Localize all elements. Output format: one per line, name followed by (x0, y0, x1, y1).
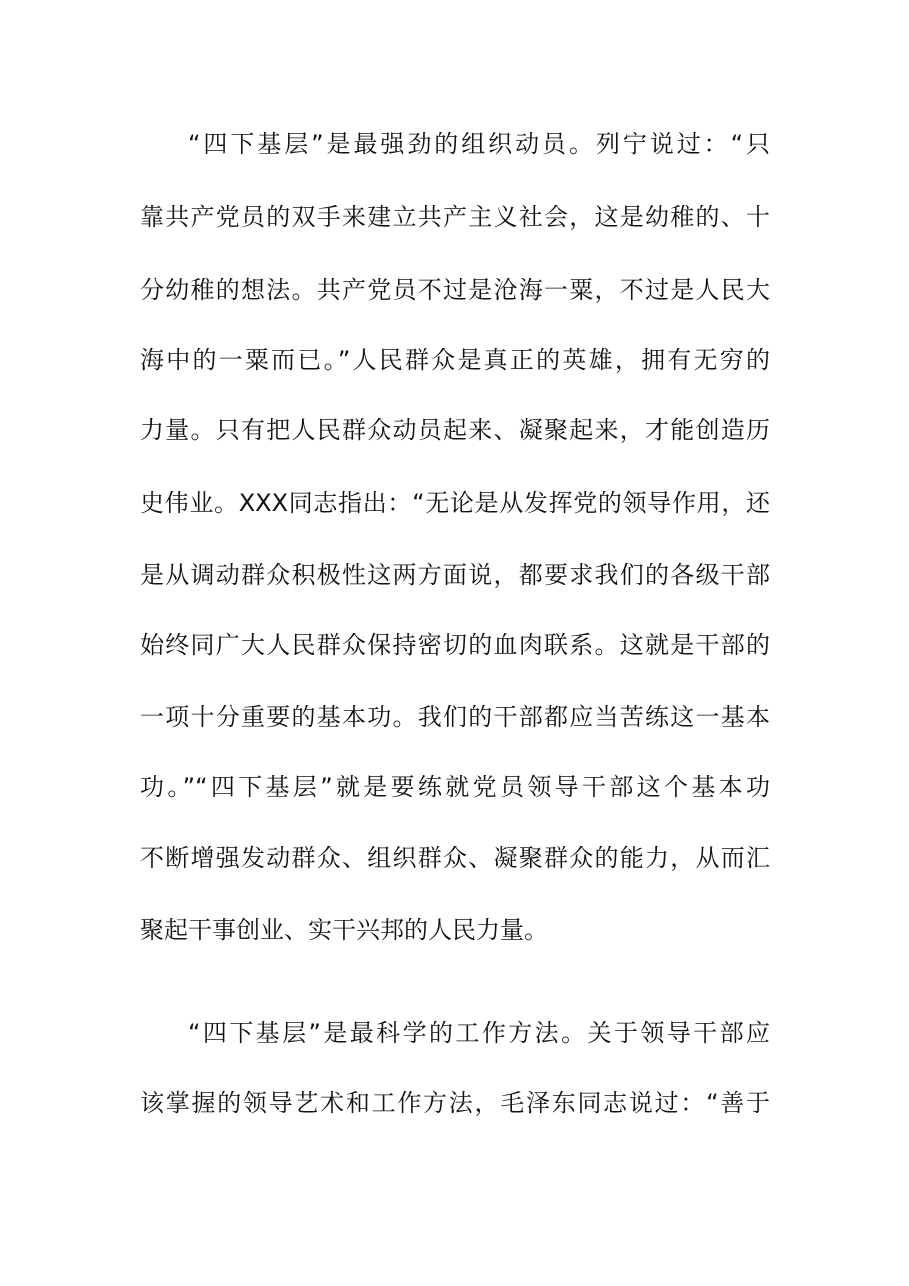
paragraph-1-line-12: 聚起干事创业、实干兴邦的人民力量。 (140, 916, 548, 944)
paragraph-1-line-4: 海中的一粟而已。”人民群众是真正的英雄，拥有无穷的 (140, 346, 770, 374)
paragraph-1-line-5: 力量。只有把人民群众动员起来、凝聚起来，才能创造历 (140, 416, 770, 444)
paragraph-1-line-3: 分幼稚的想法。共产党员不过是沧海一粟，不过是人民大 (140, 276, 770, 304)
paragraph-2-line-1: “四下基层”是最科学的工作方法。关于领导干部应 (188, 1019, 770, 1047)
paragraph-1-line-9: 一项十分重要的基本功。我们的干部都应当苦练这一基本 (140, 703, 770, 731)
paragraph-1-line-10: 功。”“四下基层”就是要练就党员领导干部这个基本功 (140, 773, 770, 801)
paragraph-2-line-2: 该掌握的领导艺术和工作方法，毛泽东同志说过：“善于 (140, 1089, 770, 1117)
paragraph-1-line-2: 靠共产党员的双手来建立共产主义社会，这是幼稚的、十 (140, 203, 770, 231)
paragraph-1-line-6: 史伟业。XXX同志指出：“无论是从发挥党的领导作用，还 (140, 489, 770, 517)
paragraph-1-line-11: 不断增强发动群众、组织群众、凝聚群众的能力，从而汇 (140, 844, 770, 872)
paragraph-1-line-8: 始终同广大人民群众保持密切的血肉联系。这就是干部的 (140, 631, 770, 659)
paragraph-1-line-7: 是从调动群众积极性这两方面说，都要求我们的各级干部 (140, 561, 770, 589)
paragraph-1-line-1: “四下基层”是最强劲的组织动员。列宁说过：“只 (188, 130, 770, 158)
